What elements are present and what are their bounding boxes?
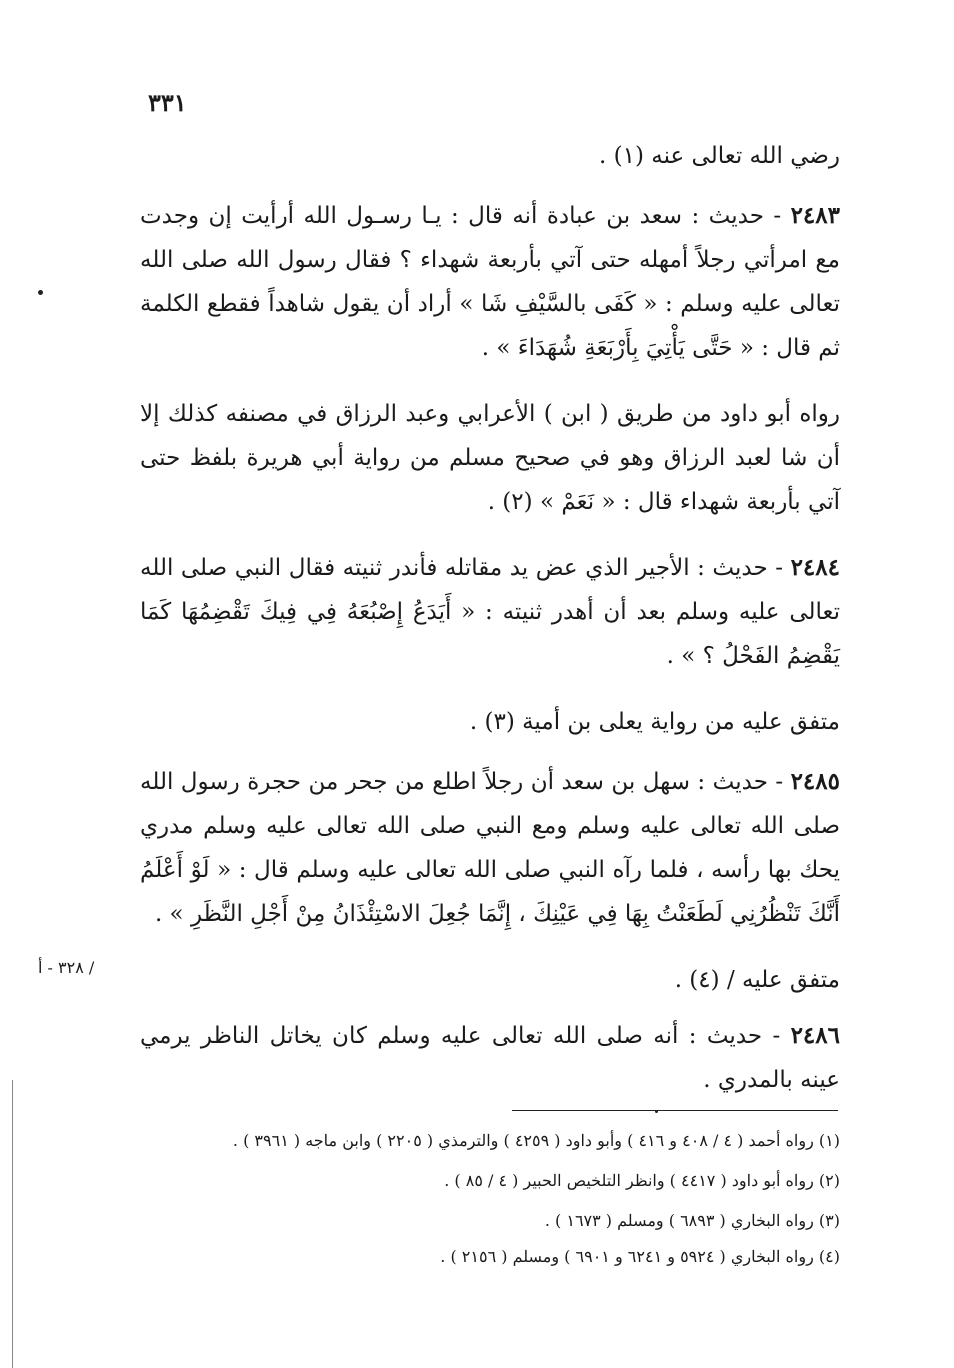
paragraph-text: متفق عليه من رواية يعلى بن أمية (٣) .	[469, 709, 840, 735]
hadith-2483	[140, 194, 840, 370]
hadith-number: ٢٤٨٣	[790, 202, 840, 229]
footnote-1: (١) رواه أحمد ( ٤ / ٤٠٨ و ٤١٦ ) وأبو داود ( ٤٢٥٩ ) والترمذي ( ٢٢٠٥ ) وابن ماجه ( ٣٩٦١ ) .	[232, 1131, 840, 1150]
footnote-4: (٤) رواه البخاري ( ٥٩٢٤ و ٦٢٤١ و ٦٩٠١ ) ومسلم ( ٢١٥٦ ) .	[440, 1247, 840, 1266]
paragraph-text: رواه أبو داود من طريق ( ابن ) الأعرابي وعبد الرزاق في مصنفه كذلك إلا أن شا لعبد الرزاق وهو في صحيح مسلم من رواية أبي هريرة بلفظ حتى آتي بأربعة شهداء قال : « نَعَمْ » (٢) .	[140, 401, 840, 515]
paragraph-text: - حديث : أنه صلى الله تعالى عليه وسلم كان يخاتل الناظر يرمي عينه بالمدري .	[140, 1023, 840, 1093]
paragraph-text: - حديث : سعد بن عبادة أنه قال : يـا رسـول الله أرأيت إن وجدت مع امرأتي رجلاً أمهله حتى آتي بأربعة شهداء ؟ فقال رسول الله صلى الله تعالى عليه وسلم : « كَفَى بالسَّيْفِ شَا » أراد أن يقول شاهداً فقطع الكلمة ثم قال : « حَتَّى يَأْتِيَ بِأَرْبَعَةِ شُهَدَاءَ » .	[140, 203, 840, 361]
footnote-3: (٣) رواه البخاري ( ٦٨٩٣ ) ومسلم ( ١٦٧٣ ) .	[544, 1211, 840, 1230]
paragraph-text: - حديث : سهل بن سعد أن رجلاً اطلع من جحر من حجرة رسول الله صلى الله تعالى عليه وسلم ومع النبي صلى الله تعالى عليه وسلم مدري يحك بها رأسه ، فلما رآه النبي صلى الله تعالى عليه وسلم قال : « لَوْ أَعْلَمُ أَنَّكَ تَنْظُرُنِي لَطَعَنْتُ بِهَا فِي عَيْنِكَ ، إِنَّمَا جُعِلَ الاسْتِئْذَانُ مِنْ أَجْلِ النَّظَرِ » .	[140, 769, 840, 927]
hadith-2484	[140, 546, 840, 678]
commentary-2483	[140, 392, 840, 524]
hadith-2486	[140, 1014, 840, 1102]
hadith-number: ٢٤٨٦	[790, 1022, 840, 1049]
page-number: ٣٣١	[148, 88, 187, 117]
hadith-number: ٢٤٨٥	[790, 768, 840, 795]
paragraph-text: رضي الله تعالى عنه (١) .	[598, 143, 840, 169]
footnote-divider	[512, 1110, 838, 1111]
hadith-2485	[140, 760, 840, 936]
margin-manuscript-reference: / ٣٢٨ - أ	[38, 958, 95, 977]
scan-speck	[38, 290, 43, 295]
hadith-number: ٢٤٨٤	[790, 554, 840, 581]
commentary-2484	[140, 700, 840, 744]
footnote-2: (٢) رواه أبو داود ( ٤٤١٧ ) وانظر التلخيص الحبير ( ٤ / ٨٥ ) .	[444, 1171, 840, 1190]
paragraph-1	[140, 134, 840, 178]
commentary-2485	[140, 958, 840, 1002]
paragraph-text: متفق عليه / (٤) .	[674, 967, 840, 993]
scan-speck	[655, 1110, 658, 1113]
scan-edge-line	[12, 1080, 13, 1368]
paragraph-text: - حديث : الأجير الذي عض يد مقاتله فأندر ثنيته فقال النبي صلى الله تعالى عليه وسلم بعد أن أهدر ثنيته : « أَيَدَعُ إِصْبُعَهُ فِي فِيكَ تَقْضِمُهَا كَمَا يَقْضِمُ الفَحْلُ ؟ » .	[140, 555, 840, 669]
